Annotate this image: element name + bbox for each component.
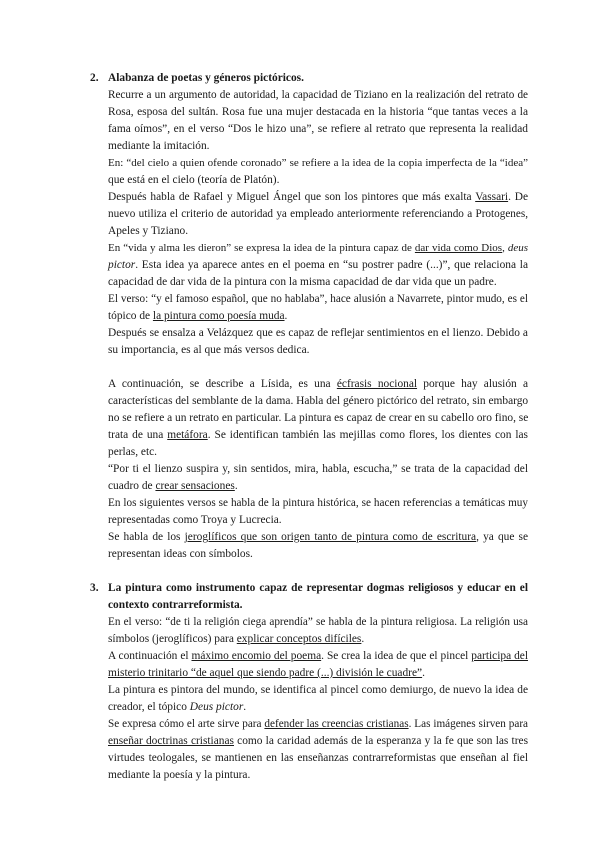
italic-term: deus — [507, 242, 529, 254]
paragraph-line: mediante la imitación. — [108, 140, 210, 152]
underlined-term: defender las creencias cristianas — [264, 718, 409, 730]
paragraph-line: La pintura es pintora del mundo, se identifica al pincel como demiurgo, de nuevo la idea de — [108, 684, 528, 696]
section-3-number: 3. — [90, 582, 99, 594]
paragraph-line: pictor. Esta idea ya aparece antes en el poema en “su postrer padre (...)”, que relaciona la — [108, 259, 528, 271]
underlined-term: écfrasis nocional — [336, 378, 418, 390]
section-3-heading: La pintura como instrumento capaz de representar dogmas religiosos y educar en el — [108, 582, 528, 594]
italic-term: pictor — [108, 259, 136, 271]
paragraph-line: Rosa, esposa del sultán. Rosa fue una mujer destacada en la historia “que tantas veces a la — [108, 106, 528, 118]
underlined-term: dar vida como Dios — [414, 242, 503, 254]
paragraph-line: nuevo utiliza el criterio de autoridad ya empleado anteriormente referenciando a Protogenes, — [108, 208, 528, 220]
paragraph-line: su importancia, es al que más versos dedica. — [108, 344, 310, 356]
section-2-heading: Alabanza de poetas y géneros pictóricos. — [108, 72, 304, 84]
paragraph-line: En el verso: “de ti la religión ciega aprendía” se habla de la pintura religiosa. La religión usa — [108, 616, 528, 628]
paragraph-line: que está en el cielo (teoría de Platón). — [108, 174, 280, 186]
paragraph-line: fama oímos”, en el verso “Dos le hizo una”, se refiere al retrato que representa la realidad — [108, 123, 528, 135]
paragraph-line: símbolos (jeroglíficos) para explicar conceptos difíciles. — [108, 633, 365, 645]
paragraph-line: El verso: “y el famoso español, que no hablaba”, hace alusión a Navarrete, pintor mudo, es el — [108, 293, 528, 305]
paragraph-line: cuadro de crear sensaciones. — [108, 480, 238, 492]
paragraph-line: representan ideas con símbolos. — [108, 548, 253, 560]
paragraph-line: A continuación, se describe a Lísida, es una écfrasis nocional porque hay alusión a — [108, 378, 528, 390]
paragraph-line: Recurre a un argumento de autoridad, la capacidad de Tiziano en la realización del retrato de — [108, 89, 528, 101]
paragraph-line: Después habla de Rafael y Miguel Ángel que son los pintores que más exalta Vassari. De — [108, 191, 529, 203]
paragraph-line: representadas como Troya y Lucrecia. — [108, 514, 282, 526]
underlined-term: explicar conceptos difíciles — [236, 633, 362, 645]
underlined-term: Vassari — [475, 191, 509, 203]
underlined-term: la pintura como poesía muda — [152, 310, 285, 322]
paragraph-line: A continuación el máximo encomio del poema. Se crea la idea de que el pincel participa del — [108, 650, 529, 662]
paragraph-line: mediante la poesía y la pintura. — [108, 769, 251, 781]
underlined-term: crear sensaciones — [155, 480, 235, 492]
paragraph-line: enseñar doctrinas cristianas como la caridad además de la esperanza y la fe que son las tres — [108, 735, 528, 747]
underlined-term: participa del — [471, 650, 529, 662]
paragraph-line: “Por ti el lienzo suspira y, sin sentidos, mira, habla, escucha,” se trata de la capacidad del — [108, 463, 528, 475]
paragraph-line: tópico de la pintura como poesía muda. — [108, 310, 288, 322]
paragraph-line: En: “del cielo a quien ofende coronado” se refiere a la idea de la copia imperfecta de la “idea” — [108, 157, 528, 169]
paragraph-line: En “vida y alma les dieron” se expresa la idea de la pintura capaz de dar vida como Dios, deus — [108, 242, 529, 254]
underlined-term: máximo encomio del poema — [191, 650, 322, 662]
paragraph-line: no se refiere a un retrato en particular. La pintura es capaz de crear en su cabello oro fino, se — [108, 412, 529, 424]
paragraph-line: perlas, etc. — [108, 446, 158, 458]
paragraph-line: misterio trinitario “de aquel que siendo padre (...) división le cuadre”. — [108, 667, 425, 679]
section-3-heading: contexto contrarreformista. — [108, 599, 243, 611]
paragraph-line: trata de una metáfora. Se identifican también las mejillas como flores, los dientes con las — [108, 429, 528, 441]
underlined-term: enseñar doctrinas cristianas — [108, 735, 234, 747]
paragraph-line: Se habla de los jeroglíficos que son origen tanto de pintura como de escritura, ya que se — [108, 531, 529, 543]
paragraph-line: Después se ensalza a Velázquez que es capaz de reflejar sentimientos en el lienzo. Debido a — [108, 327, 528, 339]
paragraph-line: Apeles y Tiziano. — [108, 225, 189, 237]
underlined-term: jeroglíficos que son origen tanto de pintura como de escritura — [184, 531, 477, 543]
paragraph-line: características del semblante de la dama. Habla del género pictórico del retrato, sin embargo — [108, 395, 529, 407]
section-2-number: 2. — [90, 72, 99, 84]
underlined-term: misterio trinitario “de aquel que siendo padre (...) división le cuadre” — [108, 667, 423, 679]
underlined-term: metáfora — [167, 429, 208, 441]
paragraph-line: virtudes teologales, se mantienen en las enseñanzas contrarreformistas que enseñan al fiel — [108, 752, 528, 764]
italic-term: Deus pictor — [189, 701, 244, 713]
paragraph-line: Se expresa cómo el arte sirve para defender las creencias cristianas. Las imágenes sirven para — [108, 718, 529, 730]
paragraph-line: En los siguientes versos se habla de la pintura histórica, se hacen referencias a temáticas muy — [108, 497, 528, 509]
paragraph-line: capacidad de dar vida de la pintura con la misma capacidad de dar vida que un padre. — [108, 276, 497, 288]
paragraph-line: creador, el tópico Deus pictor. — [108, 701, 247, 713]
